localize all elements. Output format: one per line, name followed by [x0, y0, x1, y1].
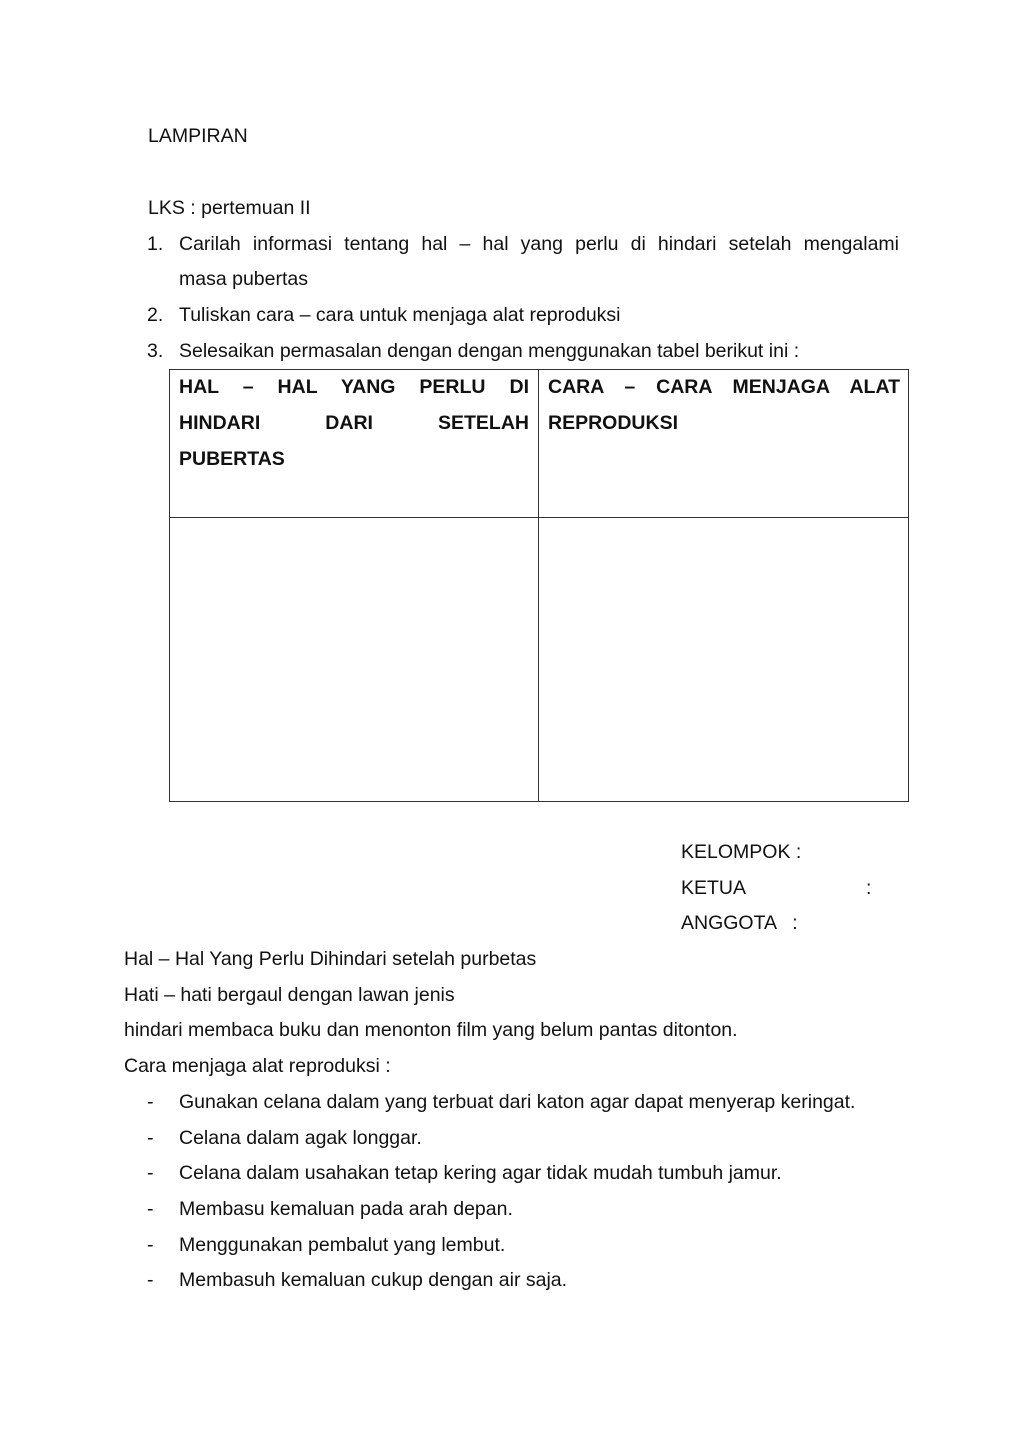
answers-title: Hal – Hal Yang Perlu Dihindari setelah purbetas — [124, 948, 537, 970]
task-1-line-1: Carilah informasi tentang hal – hal yang perlu di hindari setelah mengalami — [179, 233, 899, 255]
bullet-dash: - — [147, 1198, 154, 1220]
cara-title: Cara menjaga alat reproduksi : — [124, 1055, 391, 1077]
bullet-dash: - — [147, 1091, 154, 1113]
task-1-line-2: masa pubertas — [179, 268, 308, 290]
bullet-dash: - — [147, 1234, 154, 1256]
worksheet-table — [169, 369, 909, 802]
table-answer-cell-hal[interactable] — [170, 518, 538, 802]
cara-item-3: Celana dalam usahakan tetap kering agar tidak mudah tumbuh jamur. — [179, 1162, 782, 1184]
cara-item-5: Menggunakan pembalut yang lembut. — [179, 1234, 506, 1256]
header-2-line-2: REPRODUKSI — [548, 412, 679, 434]
ketua-label: KETUA — [681, 877, 747, 899]
cara-item-6: Membasuh kemaluan cukup dengan air saja. — [179, 1269, 568, 1291]
header-1-line-2: HINDARI DARI SETELAH — [179, 412, 529, 434]
header-1-line-3: PUBERTAS — [179, 448, 285, 470]
bullet-dash: - — [147, 1162, 154, 1184]
kelompok-label: KELOMPOK : — [681, 841, 802, 863]
lks-subheading: LKS : pertemuan II — [148, 197, 311, 219]
header-1-line-1: HAL – HAL YANG PERLU DI — [179, 376, 529, 398]
task-number-3: 3. — [147, 340, 164, 362]
task-2-text: Tuliskan cara – cara untuk menjaga alat reproduksi — [179, 304, 621, 326]
ketua-colon: : — [866, 877, 872, 899]
task-3-text: Selesaikan permasalan dengan dengan menggunakan tabel berikut ini : — [179, 340, 800, 362]
answers-line-1: Hati – hati bergaul dengan lawan jenis — [124, 984, 455, 1006]
cara-item-2: Celana dalam agak longgar. — [179, 1127, 422, 1149]
task-number-1: 1. — [147, 233, 164, 255]
cara-item-4: Membasu kemaluan pada arah depan. — [179, 1198, 513, 1220]
bullet-dash: - — [147, 1269, 154, 1291]
anggota-label: ANGGOTA : — [681, 912, 798, 934]
table-header-hal-hal — [179, 369, 529, 477]
header-2-line-1: CARA – CARA MENJAGA ALAT — [548, 376, 900, 398]
answers-line-2: hindari membaca buku dan menonton film yang belum pantas ditonton. — [124, 1019, 738, 1041]
cara-item-1: Gunakan celana dalam yang terbuat dari katon agar dapat menyerap keringat. — [179, 1091, 856, 1113]
task-number-2: 2. — [147, 304, 164, 326]
table-answer-cell-cara[interactable] — [539, 518, 908, 802]
bullet-dash: - — [147, 1127, 154, 1149]
table-header-cara-cara — [548, 369, 900, 441]
page-heading: LAMPIRAN — [148, 125, 248, 147]
